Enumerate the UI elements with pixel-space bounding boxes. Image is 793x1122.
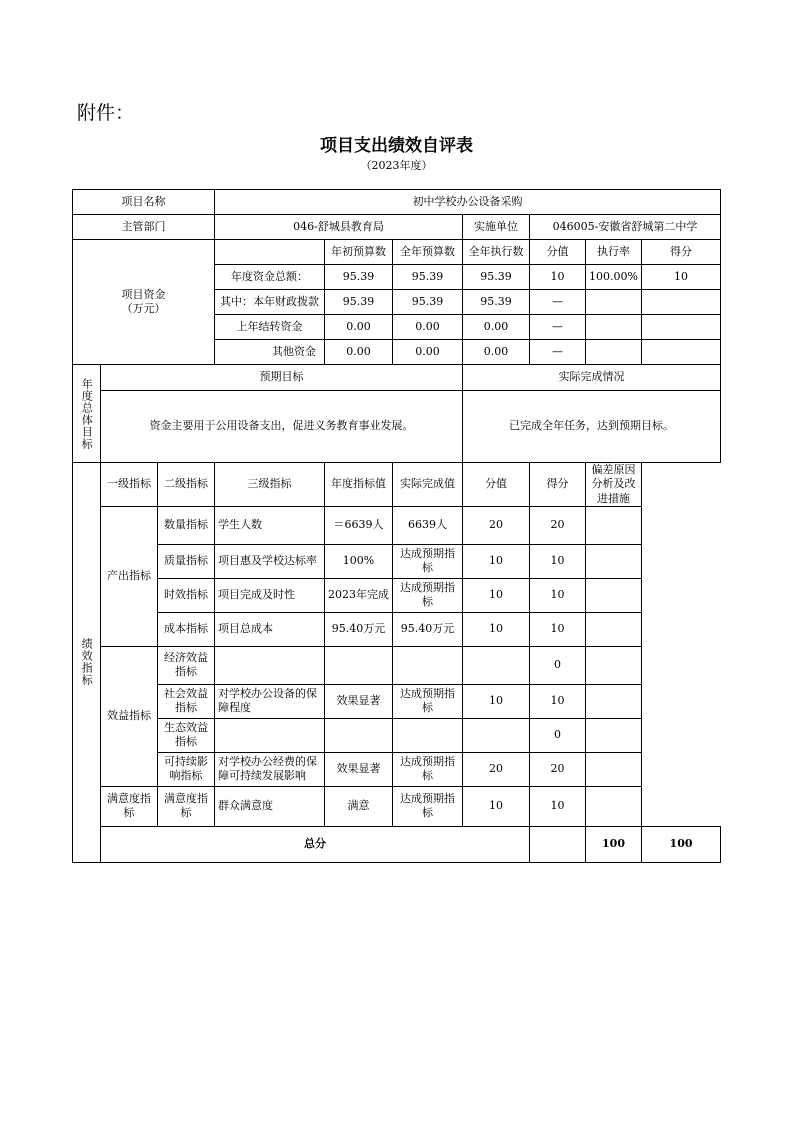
funds-cell: 95.39	[393, 265, 463, 290]
perf-header: 偏差原因分析及改进措施	[586, 463, 642, 507]
department-row	[73, 215, 721, 240]
total-blank	[530, 826, 586, 862]
perf-l3: 项目惠及学校达标率	[215, 544, 325, 578]
perf-header: 二级指标	[158, 463, 215, 507]
perf-header: 实际完成值	[393, 463, 463, 507]
perf-actual: 达成预期指标	[393, 544, 463, 578]
funds-cell: 95.39	[325, 290, 393, 315]
funds-header: 全年执行数	[463, 240, 530, 265]
perf-row	[73, 684, 721, 718]
perf-actual: 达成预期指标	[393, 684, 463, 718]
funds-cell	[586, 290, 642, 315]
perf-score: 20	[463, 506, 530, 544]
funds-cell: 10	[530, 265, 586, 290]
perf-score: 10	[463, 684, 530, 718]
perf-l2: 满意度指标	[158, 786, 215, 826]
perf-got: 10	[530, 578, 586, 612]
funds-cell: —	[530, 340, 586, 365]
perf-got: 10	[530, 612, 586, 646]
funds-cell: 10	[642, 265, 721, 290]
perf-target	[325, 646, 393, 684]
perf-got: 20	[530, 752, 586, 786]
funds-header: 执行率	[586, 240, 642, 265]
perf-l3: 学生人数	[215, 506, 325, 544]
perf-l3	[215, 646, 325, 684]
perf-l2: 质量指标	[158, 544, 215, 578]
funds-header-row	[73, 240, 721, 265]
perf-got: 0	[530, 718, 586, 752]
perf-target: 效果显著	[325, 684, 393, 718]
impl-value: 046005-安徽省舒城第二中学	[530, 215, 721, 240]
perf-actual	[393, 646, 463, 684]
funds-row-name: 年度资金总额：	[215, 265, 325, 290]
perf-group-output: 产出指标	[101, 506, 158, 646]
perf-note	[586, 578, 642, 612]
perf-header: 三级指标	[215, 463, 325, 507]
funds-row-name: 上年结转资金	[215, 315, 325, 340]
perf-label: 绩效指标	[73, 463, 101, 863]
funds-cell: —	[530, 290, 586, 315]
perf-row	[73, 646, 721, 684]
perf-group-benefit: 效益指标	[101, 646, 158, 786]
project-name-value: 初中学校办公设备采购	[215, 190, 721, 215]
perf-header-row	[73, 463, 721, 507]
perf-got: 10	[530, 544, 586, 578]
funds-header: 得分	[642, 240, 721, 265]
funds-cell: 0.00	[325, 340, 393, 365]
perf-score: 10	[463, 578, 530, 612]
perf-target: 效果显著	[325, 752, 393, 786]
perf-score: 10	[463, 786, 530, 826]
perf-got: 0	[530, 646, 586, 684]
total-label: 总分	[101, 826, 530, 862]
perf-note	[586, 646, 642, 684]
funds-cell: —	[530, 315, 586, 340]
funds-row-name: 其中：本年财政拨款	[215, 290, 325, 315]
self-evaluation-table	[72, 189, 721, 863]
funds-header: 全年预算数	[393, 240, 463, 265]
funds-cell: 0.00	[463, 315, 530, 340]
perf-score: 10	[463, 544, 530, 578]
goals-content-row	[73, 391, 721, 463]
perf-l3	[215, 718, 325, 752]
perf-got: 20	[530, 506, 586, 544]
perf-got: 10	[530, 684, 586, 718]
funds-cell: 0.00	[393, 315, 463, 340]
perf-l2: 数量指标	[158, 506, 215, 544]
form-title: 项目支出绩效自评表	[320, 136, 473, 156]
funds-row-name: 其他资金	[215, 340, 325, 365]
funds-cell	[586, 340, 642, 365]
funds-cell: 0.00	[463, 340, 530, 365]
actual-goal-text: 已完成全年任务，达到预期目标。	[463, 391, 721, 463]
perf-note	[586, 752, 642, 786]
project-name-row	[73, 190, 721, 215]
perf-note	[586, 506, 642, 544]
goals-label: 年度总体目标	[73, 365, 101, 463]
actual-goal-label: 实际完成情况	[463, 365, 721, 391]
funds-cell: 95.39	[463, 265, 530, 290]
perf-row	[73, 786, 721, 826]
perf-target: 100%	[325, 544, 393, 578]
expected-goal-label: 预期目标	[101, 365, 463, 391]
perf-target	[325, 718, 393, 752]
perf-got: 10	[530, 786, 586, 826]
perf-l2: 生态效益指标	[158, 718, 215, 752]
perf-score: 20	[463, 752, 530, 786]
perf-note	[586, 684, 642, 718]
perf-score	[463, 646, 530, 684]
funds-header: 年初预算数	[325, 240, 393, 265]
perf-note	[586, 786, 642, 826]
funds-label: 项目资金 （万元）	[73, 240, 215, 365]
impl-label: 实施单位	[463, 215, 530, 240]
funds-cell	[642, 290, 721, 315]
funds-cell	[586, 315, 642, 340]
perf-target: 95.40万元	[325, 612, 393, 646]
perf-row	[73, 578, 721, 612]
goals-header-row	[73, 365, 721, 391]
perf-l3: 对学校办公经费的保障可持续发展影响	[215, 752, 325, 786]
funds-cell: 0.00	[325, 315, 393, 340]
funds-cell	[642, 315, 721, 340]
perf-l3: 对学校办公设备的保障程度	[215, 684, 325, 718]
perf-l2: 社会效益指标	[158, 684, 215, 718]
funds-cell: 95.39	[463, 290, 530, 315]
perf-actual: 6639人	[393, 506, 463, 544]
form-year: （2023年度）	[360, 159, 433, 172]
funds-cell: 100.00%	[586, 265, 642, 290]
perf-header: 一级指标	[101, 463, 158, 507]
expected-goal-text: 资金主要用于公用设备支出，促进义务教育事业发展。	[101, 391, 463, 463]
attachment-label: 附件：	[77, 102, 135, 124]
perf-score	[463, 718, 530, 752]
perf-l2: 经济效益指标	[158, 646, 215, 684]
perf-l2: 可持续影响指标	[158, 752, 215, 786]
perf-row	[73, 506, 721, 544]
total-row	[73, 826, 721, 862]
perf-l3: 群众满意度	[215, 786, 325, 826]
perf-actual: 达成预期指标	[393, 578, 463, 612]
perf-note	[586, 612, 642, 646]
perf-l2: 时效指标	[158, 578, 215, 612]
perf-header: 得分	[530, 463, 586, 507]
perf-actual: 达成预期指标	[393, 752, 463, 786]
funds-cell	[642, 340, 721, 365]
perf-note	[586, 544, 642, 578]
funds-cell: 95.39	[325, 265, 393, 290]
perf-score: 10	[463, 612, 530, 646]
perf-actual: 达成预期指标	[393, 786, 463, 826]
perf-target: 2023年完成	[325, 578, 393, 612]
perf-header: 分值	[463, 463, 530, 507]
perf-actual: 95.40万元	[393, 612, 463, 646]
perf-row	[73, 718, 721, 752]
total-score: 100	[586, 826, 642, 862]
dept-label: 主管部门	[73, 215, 215, 240]
perf-l2: 成本指标	[158, 612, 215, 646]
total-got: 100	[642, 826, 721, 862]
perf-row	[73, 612, 721, 646]
perf-note	[586, 718, 642, 752]
perf-actual	[393, 718, 463, 752]
perf-row	[73, 752, 721, 786]
perf-group-satisfaction: 满意度指标	[101, 786, 158, 826]
perf-header: 年度指标值	[325, 463, 393, 507]
funds-cell: 0.00	[393, 340, 463, 365]
perf-l3: 项目总成本	[215, 612, 325, 646]
funds-header-blank	[215, 240, 325, 265]
perf-l3: 项目完成及时性	[215, 578, 325, 612]
perf-target: ＝6639人	[325, 506, 393, 544]
perf-target: 满意	[325, 786, 393, 826]
funds-cell: 95.39	[393, 290, 463, 315]
perf-row	[73, 544, 721, 578]
dept-value: 046-舒城县教育局	[215, 215, 463, 240]
project-name-label: 项目名称	[73, 190, 215, 215]
funds-header: 分值	[530, 240, 586, 265]
